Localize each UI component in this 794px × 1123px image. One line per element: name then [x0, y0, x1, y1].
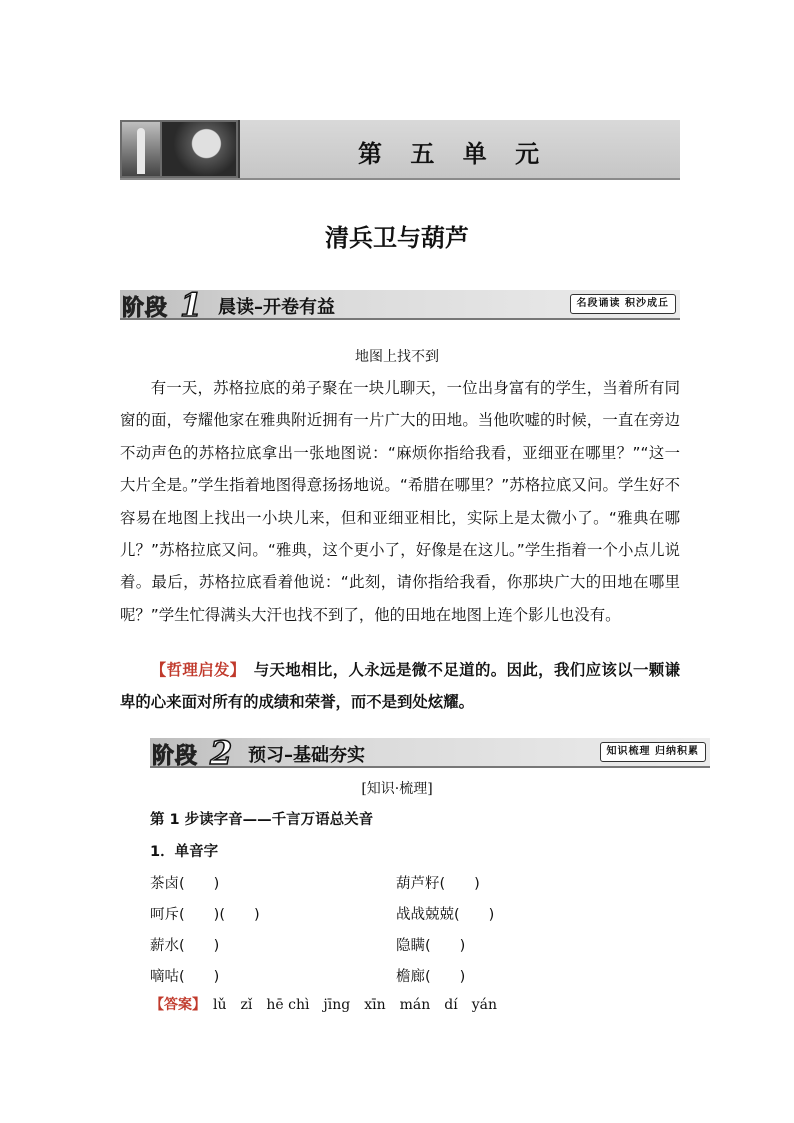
- insight-text: 与天地相比，人永远是微不足道的。因此，我们应该以一颗谦卑的心来面对所有的成绩和荣誉，而不是到处炫耀。: [120, 661, 680, 711]
- exercise-item: 檐廊( ): [396, 969, 466, 985]
- rocket-photo: [122, 122, 160, 176]
- stage1-title: 晨读–开卷有益: [218, 297, 335, 318]
- answer-label: 【答案】: [150, 997, 199, 1013]
- reading-title: 地图上找不到: [355, 349, 439, 365]
- unit-title: 第 五 单 元: [358, 139, 550, 168]
- subheading-single-char: 1．单音字: [150, 844, 219, 860]
- unit-photo: [120, 120, 240, 178]
- exercise-item: 薪水( ): [150, 938, 220, 954]
- stage2-number: 2: [210, 734, 233, 772]
- stage1-tag: 名段诵读 积沙成丘: [570, 294, 676, 314]
- section-note: [知识·梳理]: [361, 781, 433, 797]
- exercise-item: 茶卤( ): [150, 876, 220, 892]
- exercise-item: 呵斥( )( ): [150, 907, 260, 923]
- answer-line: [150, 994, 497, 1014]
- stage2-bar: [150, 734, 710, 772]
- insight-paragraph: [120, 654, 680, 718]
- exercise-item: 战战兢兢( ): [396, 907, 495, 923]
- unit-banner: [120, 120, 680, 180]
- stage1-bar: [120, 286, 680, 324]
- rocket-icon: [137, 128, 145, 174]
- insight-label: 【哲理启发】: [150, 661, 238, 679]
- stage2-word: 阶段: [152, 744, 199, 769]
- lesson-title: 清兵卫与葫芦: [325, 224, 469, 252]
- answer-text: lǔ zǐ hē chì jīng xīn mán dí yán: [199, 997, 497, 1013]
- step1-heading: 第 1 步读字音——千言万语总关音: [150, 812, 374, 828]
- stage2-title: 预习–基础夯实: [248, 745, 365, 766]
- reading-body: 有一天，苏格拉底的弟子聚在一块儿聊天，一位出身富有的学生，当着所有同窗的面，夸耀他家在雅典附近拥有一片广大的田地。当他吹嘘的时候，一直在旁边不动声色的苏格拉底拿出一张地图说：“麻烦你指给我看，亚细亚在哪里？”“这一大片全是。”学生指着地图得意扬扬地说。“希腊在哪里？”苏格拉底又问。学生好不容易在地图上找出一小块儿来，但和亚细亚相比，实际上是太微小了。“雅典在哪儿？”苏格拉底又问。“雅典，这个更小了，好像是在这儿。”学生指着一个小点儿说着。最后，苏格拉底看着他说：“此刻，请你指给我看，你那块广大的田地在哪里呢？”学生忙得满头大汗也找不到了，他的田地在地图上连个影儿也没有。: [120, 379, 680, 624]
- exercise-item: 隐瞒( ): [396, 938, 466, 954]
- exercise-item: 葫芦籽( ): [396, 876, 480, 892]
- people-photo: [162, 122, 236, 176]
- stage1-word: 阶段: [122, 296, 169, 321]
- exercise-item: 嘀咕( ): [150, 969, 220, 985]
- stage1-number: 1: [180, 286, 203, 324]
- stage2-tag: 知识梳理 归纳积累: [600, 742, 706, 762]
